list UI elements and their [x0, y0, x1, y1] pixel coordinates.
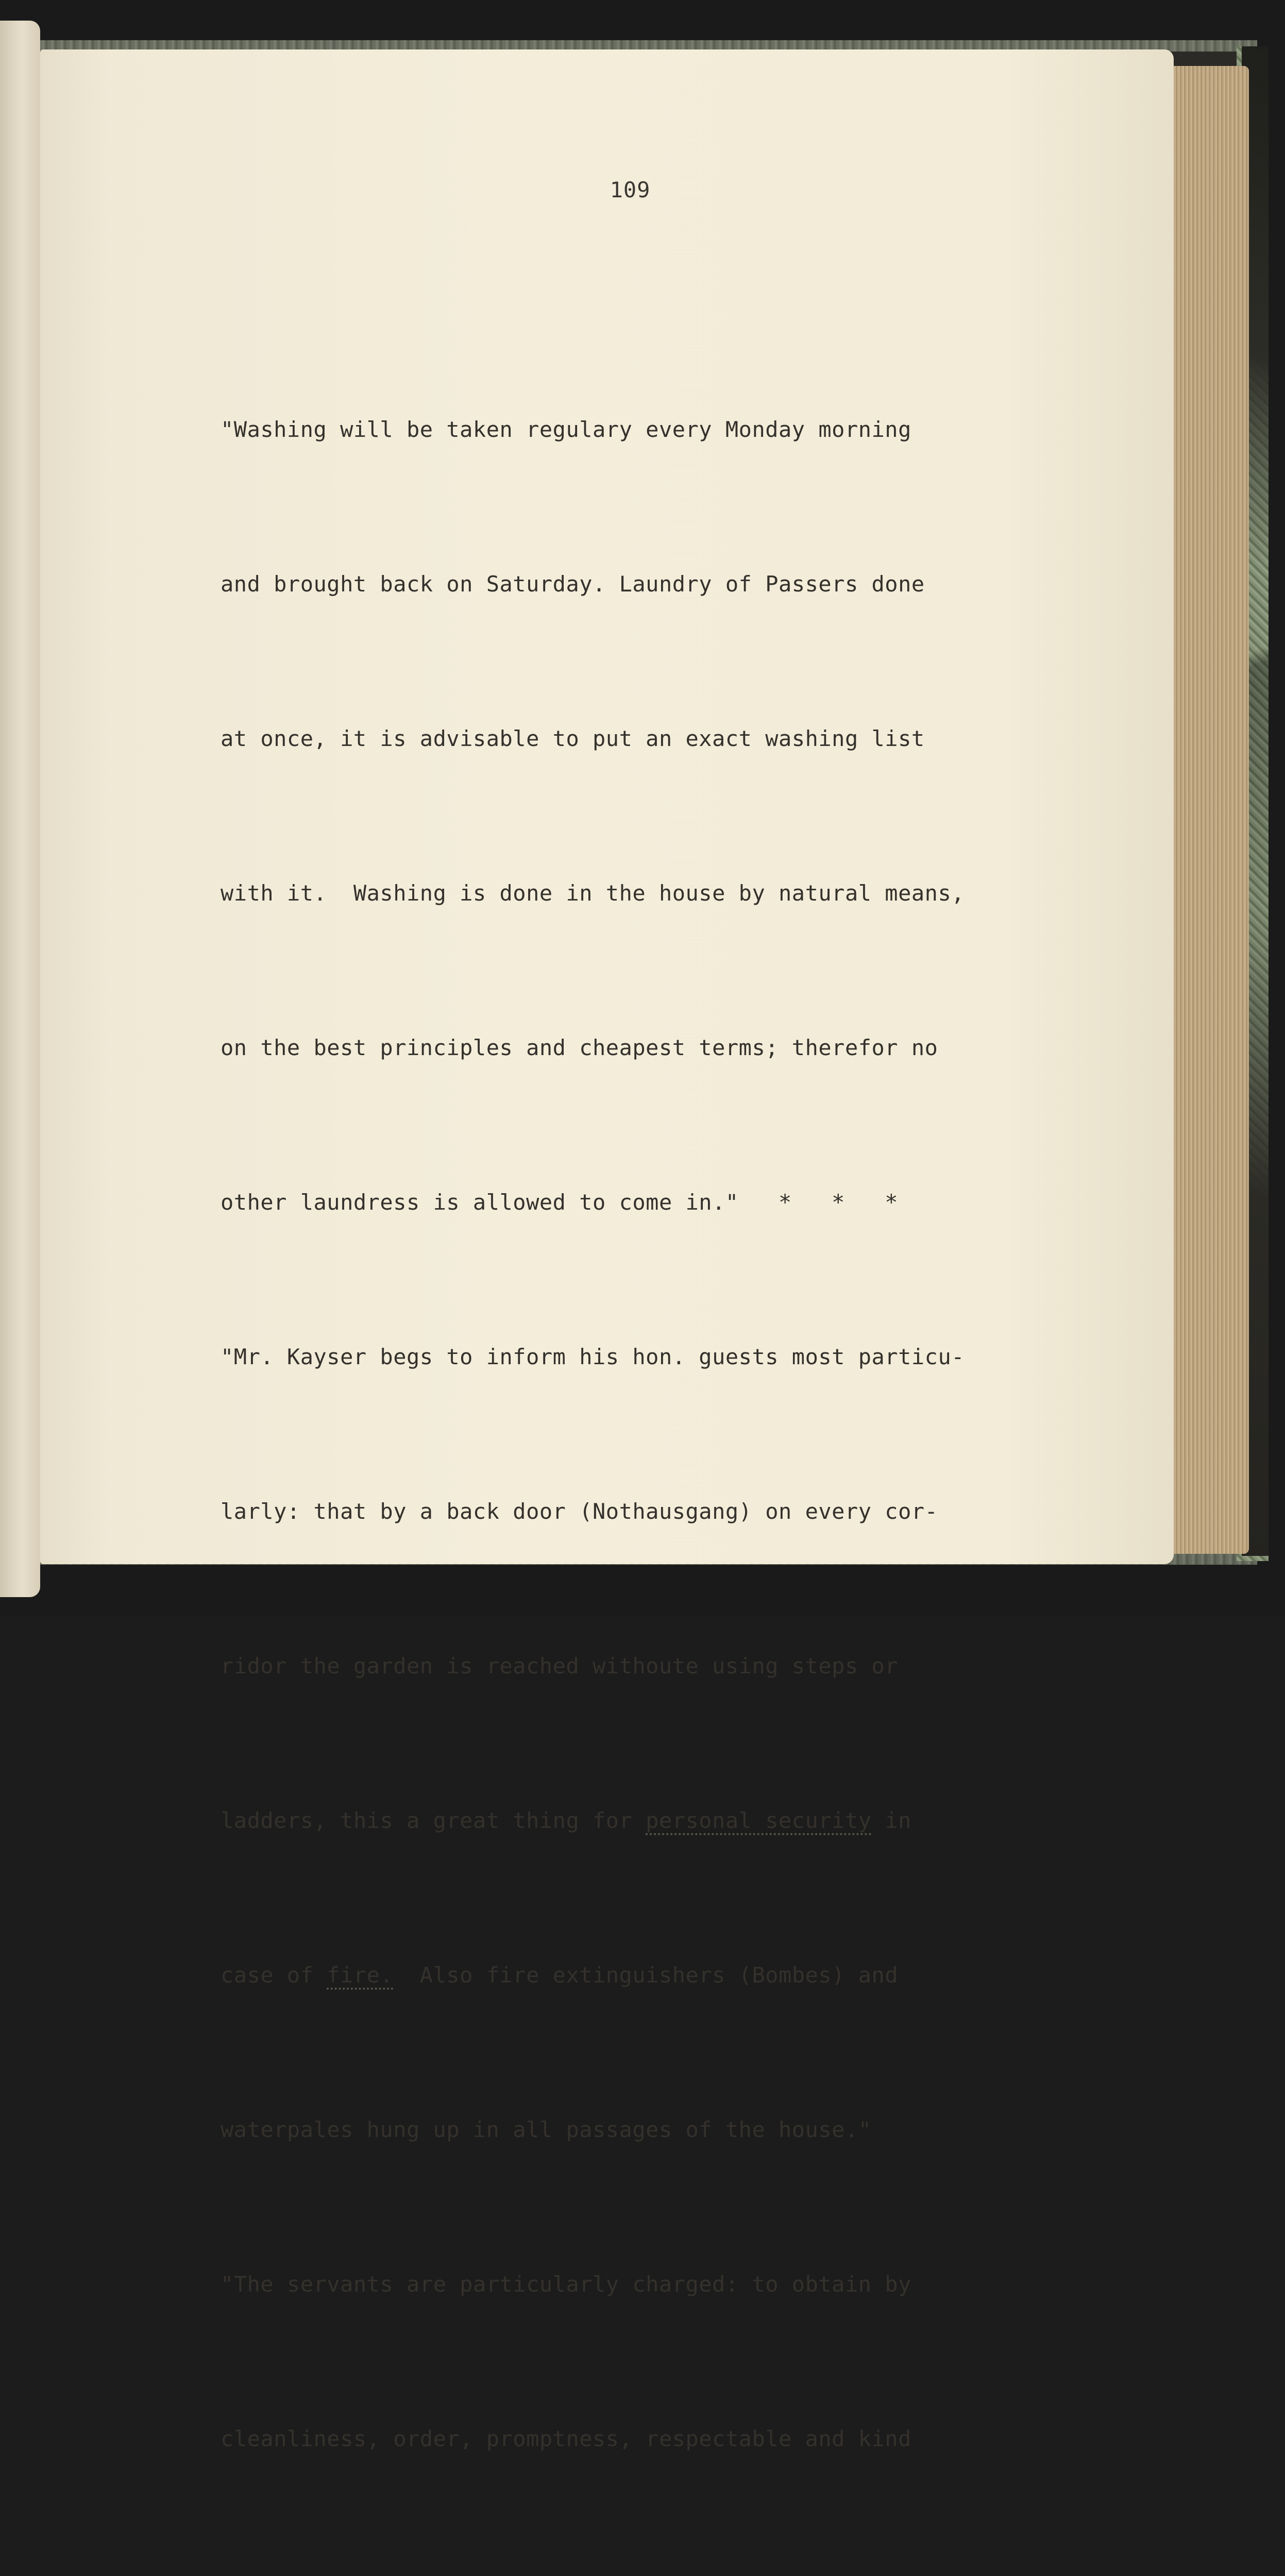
text-line: "Mr. Kayser begs to inform his hon. guests most particu- [221, 1344, 965, 1369]
text-line [221, 1795, 1096, 1846]
underlined-word: fire. [327, 1962, 394, 1988]
facing-page-edge [0, 21, 40, 1597]
text-line: ridor the garden is reached withoute using steps or [221, 1653, 899, 1679]
text-line: on the best principles and cheapest terms; therefor no [221, 1035, 938, 1060]
text-line: "The servants are particularly charged: to obtain by [221, 2272, 911, 2297]
text-line: waterpales hung up in all passages of the house." [221, 2117, 872, 2142]
page-stack-edges [1165, 66, 1249, 1554]
typewritten-text [221, 301, 1096, 2576]
text-fragment: case of [221, 1962, 327, 1988]
page [40, 49, 1174, 2451]
text-line [221, 2568, 1096, 2576]
text-line: other laundress is allowed to come in." * * * [221, 1190, 899, 1215]
text-line: "Washing will be taken regulary every Monday morning [221, 417, 911, 442]
text-fragment: Also fire extinguishers (Bombes) and [393, 1962, 899, 1988]
page-number: 109 [610, 177, 651, 202]
text-fragment: in [871, 1808, 911, 1833]
text-line: at once, it is advisable to put an exact washing list [221, 726, 925, 751]
text-line [221, 1950, 1096, 2001]
text-line: cleanliness, order, promptness, respectable and kind [221, 2426, 911, 2451]
text-line: larly: that by a back door (Nothausgang) on every cor- [221, 1499, 938, 1524]
text-line: and brought back on Saturday. Laundry of Passers done [221, 571, 925, 597]
text-line: with it. Washing is done in the house by natural means, [221, 880, 965, 906]
underlined-phrase: personal security [646, 1808, 872, 1833]
text-fragment: ladders, this a great thing for [221, 1808, 646, 1833]
